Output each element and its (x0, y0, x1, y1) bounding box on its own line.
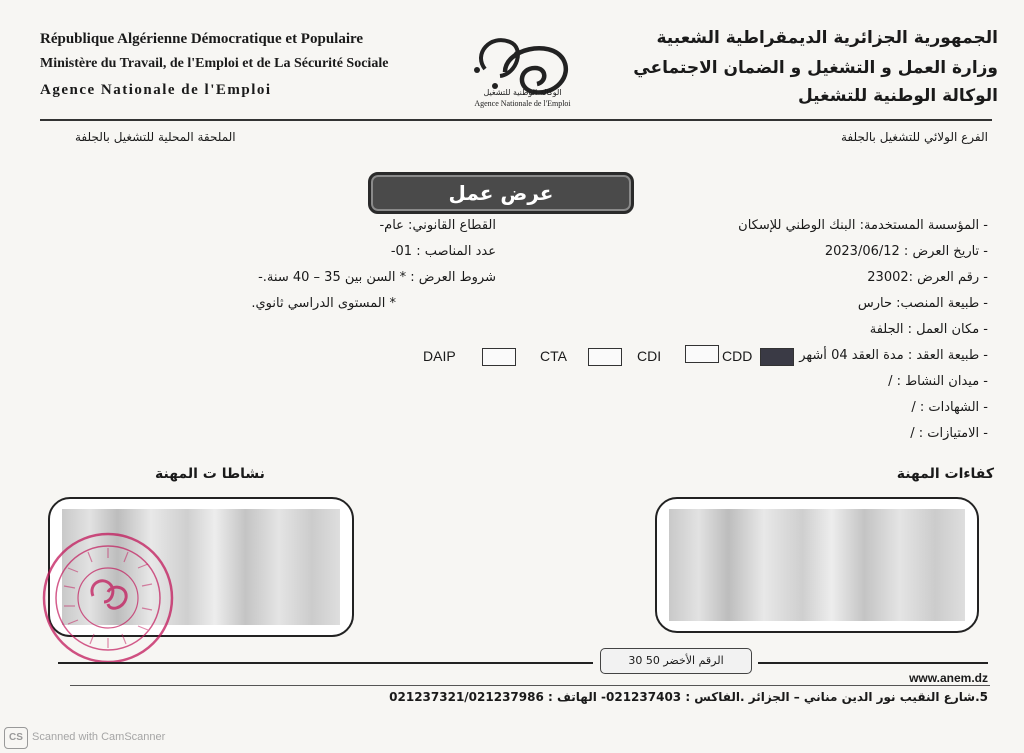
header-ar-line2: وزارة العمل و التشغيل و الضمان الاجتماعي (633, 58, 998, 78)
website-link[interactable]: www.anem.dz (909, 671, 988, 685)
competencies-title: كفاءات المهنة (896, 466, 994, 482)
contract-type-checkbox-cdd[interactable] (760, 348, 794, 366)
field-activity-domain: - ميدان النشاط : / (888, 374, 988, 389)
contract-type-checkbox-cta[interactable] (588, 348, 622, 366)
header-fr-line1: République Algérienne Démocratique et Populaire (40, 31, 364, 47)
field-certificates: - الشهادات : / (911, 400, 988, 415)
footer-address: 5.شارع النقيب نور الدين مناني – الجزائر .الفاكس : 021237403- الهاتف : 021237321/021237986 (389, 690, 988, 704)
green-number-box: الرقم الأخضر 50 30 (600, 648, 752, 674)
contract-type-checkbox-daip[interactable] (482, 348, 516, 366)
contract-type-label-cdd: CDD (722, 348, 753, 364)
header-fr-line2: Ministère du Travail, de l'Emploi et de La Sécurité Sociale (40, 56, 389, 71)
header-divider (40, 119, 992, 121)
field-offer-number: - رقم العرض :23002 (867, 270, 988, 285)
field-contract-nature: - طبيعة العقد : مدة العقد 04 أشهر (799, 348, 988, 363)
header-fr-line3: Agence Nationale de l'Emploi (40, 82, 272, 98)
field-employer: - المؤسسة المستخدمة: البنك الوطني للإسكان (738, 218, 988, 233)
footer-divider-right (758, 662, 988, 664)
field-position: - طبيعة المنصب: حارس (857, 296, 988, 311)
field-work-location: - مكان العمل : الجلفة (869, 322, 988, 337)
contract-type-label-cdi: CDI (637, 348, 662, 364)
camscanner-logo-icon: CS (4, 727, 28, 749)
logo-caption-fr: Agence Nationale de l'Emploi (474, 99, 571, 108)
contract-type-label-cta: CTA (540, 348, 567, 364)
header-ar-line1: الجمهورية الجزائرية الديمقراطية الشعبية (656, 28, 998, 48)
official-stamp (38, 528, 178, 668)
contract-type-checkbox-cdi[interactable] (685, 345, 719, 363)
sub-header-left: الملحقة المحلية للتشغيل بالجلفة (75, 130, 236, 144)
competencies-panel-content (669, 509, 965, 621)
stamp-seal-icon (38, 528, 178, 668)
logo-caption-ar: الوكالة الوطنية للتشغيل (483, 88, 562, 97)
sub-header-right: الفرع الولائي للتشغيل بالجلفة (841, 130, 988, 144)
camscanner-watermark: Scanned with CamScanner (32, 731, 166, 743)
footer-divider-left (58, 662, 593, 664)
field-positions-count: عدد المناصب : 01- (390, 244, 496, 259)
field-education-level: * المستوى الدراسي ثانوي. (251, 296, 396, 311)
contract-type-label-daip: DAIP (423, 348, 456, 364)
header-ar-line3: الوكالة الوطنية للتشغيل (797, 86, 998, 106)
field-benefits: - الامتيازات : / (910, 426, 988, 441)
activities-title: نشاطا ت المهنة (155, 466, 265, 482)
document-title: عرض عمل (368, 172, 634, 214)
field-legal-sector: القطاع القانوني: عام- (379, 218, 496, 233)
footer-thin-divider (70, 685, 990, 686)
field-offer-conditions: شروط العرض : * السن بين 35 – 40 سنة.- (258, 270, 496, 285)
field-offer-date: - تاريخ العرض : 2023/06/12 (824, 244, 988, 259)
competencies-panel (655, 497, 979, 633)
